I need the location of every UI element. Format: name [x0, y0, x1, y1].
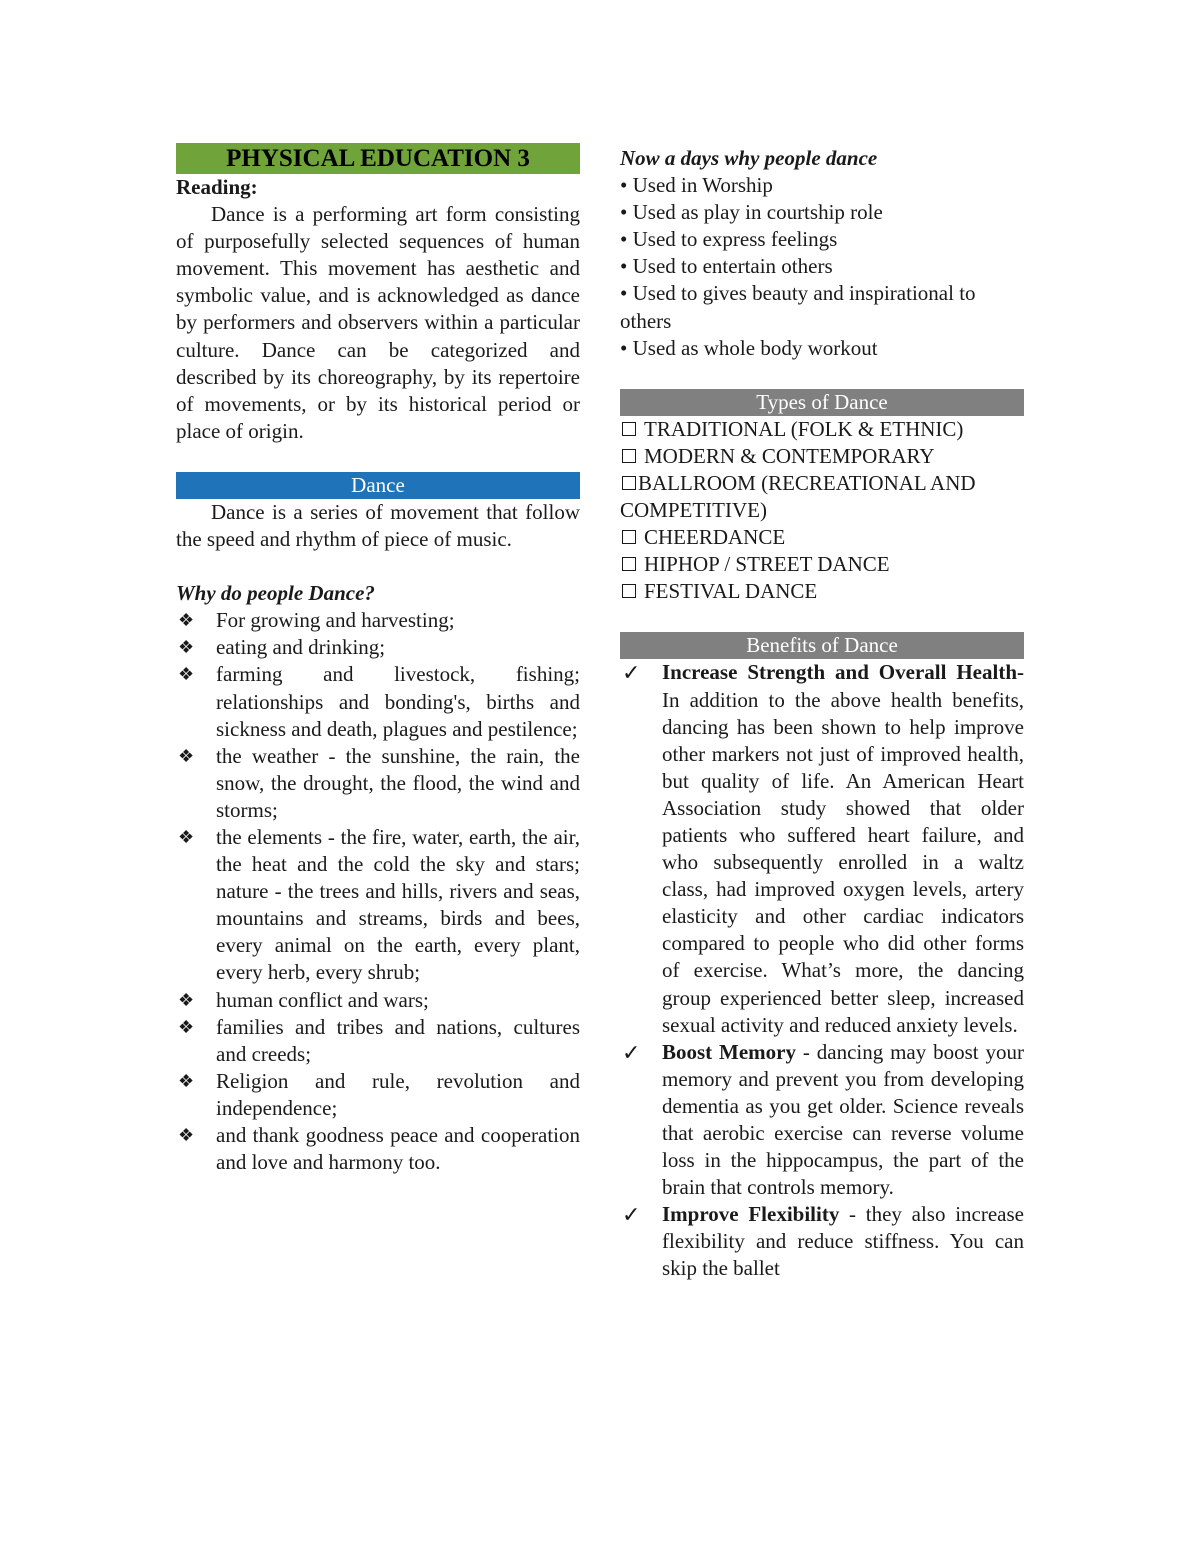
list-item: FESTIVAL DANCE — [620, 578, 1024, 605]
list-item: ❖ eating and drinking; — [176, 634, 580, 661]
diamond-bullet-icon: ❖ — [178, 826, 195, 847]
list-item: MODERN & CONTEMPORARY — [620, 443, 1024, 470]
list-item: ✓ Increase Strength and Overall Health- In addition to the above health benefits, dancing has been shown to help improve other markers not just of improved health, but quality of life. An American Heart Association study showed that older patients who suffered heart failure, and who subsequently enrolled in a waltz class, had improved oxygen levels, artery elasticity and other cardiac indicators compared to people who did other forms of exercise. What’s more, the dancing group experienced better sleep, increased sexual activity and reduced anxiety levels. — [622, 660, 1024, 1037]
checkbox-square-icon — [622, 476, 636, 490]
list-item: ❖ the elements - the fire, water, earth, the air, the heat and the cold the sky and stars; nature - the trees and hills, rivers and seas, mountains and streams, birds and bees, every animal on the earth, every plant, every herb, every shrub; — [178, 824, 580, 985]
checkmark-icon: ✓ — [622, 1202, 641, 1228]
diamond-bullet-icon: ❖ — [178, 664, 195, 685]
list-item: ❖ the weather - the sunshine, the rain, the snow, the drought, the flood, the wind and storms; — [178, 743, 580, 822]
diamond-bullet-icon: ❖ — [178, 1125, 195, 1145]
now-heading: Now a days why people dance — [620, 146, 878, 170]
list-item: • Used in Worship — [620, 173, 773, 198]
page-title: PHYSICAL EDUCATION 3 — [176, 143, 580, 174]
list-item: ✓ Boost Memory - dancing may boost your memory and prevent you from developing dementia as you get older. Science reveals that aerobic exercise can reverse volume loss in the hippocampus, the part of the brain that controls memory. — [622, 1039, 1025, 1200]
benefits-section-header: Benefits of Dance — [620, 632, 1024, 659]
checkmark-icon: ✓ — [622, 1039, 641, 1065]
checkbox-square-icon — [622, 584, 636, 598]
checkbox-square-icon — [622, 557, 636, 571]
diamond-bullet-icon: ❖ — [178, 745, 195, 766]
list-item: HIPHOP / STREET DANCE — [620, 551, 1024, 578]
list-item: • Used as whole body workout — [620, 335, 878, 360]
diamond-bullet-icon: ❖ — [178, 989, 195, 1010]
checkbox-square-icon — [622, 422, 636, 436]
diamond-bullet-icon: ❖ — [178, 1016, 195, 1037]
types-section-header: Types of Dance — [620, 389, 1024, 416]
list-item: ❖ Religion and rule, revolution and independence; — [178, 1068, 580, 1120]
reading-paragraph: Dance is a performing art form consisting of purposefully selected sequences of human movement. This movement has aesthetic and symbolic value, and is acknowledged as dance by performers and observers within a particular culture. Dance can be categorized and described by its choreography, by its repertoire of movements, or by its historical period or place of origin. — [176, 202, 580, 443]
right-column — [620, 143, 1024, 1283]
diamond-bullet-icon: ❖ — [178, 1070, 195, 1091]
list-item: • Used to express feelings — [620, 227, 838, 252]
list-item: ❖ farming and livestock, fishing; relationships and bonding's, births and sickness and death, plagues and pestilence; — [178, 662, 580, 741]
checkbox-square-icon — [622, 530, 636, 544]
why-heading: Why do people Dance? — [176, 581, 375, 606]
list-item: • Used as play in courtship role — [620, 200, 883, 225]
list-item: • Used to entertain others — [620, 254, 833, 279]
benefits-list — [620, 659, 1024, 1282]
left-column — [176, 143, 580, 1176]
list-item: ❖ and thank goodness peace and cooperation and love and harmony too. — [178, 1123, 580, 1175]
list-item: TRADITIONAL (FOLK & ETHNIC) — [620, 416, 1024, 443]
checkbox-square-icon — [622, 449, 636, 463]
dance-paragraph: Dance is a series of movement that follow the speed and rhythm of piece of music. — [176, 499, 580, 552]
now-list — [620, 172, 1024, 362]
diamond-bullet-icon: ❖ — [178, 610, 195, 631]
list-item: CHEERDANCE — [620, 524, 1024, 551]
list-item: ❖ For growing and harvesting; — [176, 607, 580, 634]
why-list — [176, 607, 580, 1176]
list-item: ❖ families and tribes and nations, cultures and creeds; — [178, 1014, 580, 1066]
list-item: ✓ Improve Flexibility - they also increase flexibility and reduce stiffness. You can skip the ballet — [622, 1202, 1024, 1281]
list-item: BALLROOM (RECREATIONAL AND COMPETITIVE) — [620, 470, 976, 523]
list-item: • Used to gives beauty and inspirational to others — [620, 281, 976, 333]
dance-section-header: Dance — [176, 472, 580, 499]
reading-label: Reading: — [176, 175, 258, 199]
diamond-bullet-icon: ❖ — [178, 637, 195, 658]
types-list — [620, 416, 1024, 606]
checkmark-icon: ✓ — [622, 660, 641, 686]
list-item: ❖ human conflict and wars; — [176, 987, 580, 1014]
